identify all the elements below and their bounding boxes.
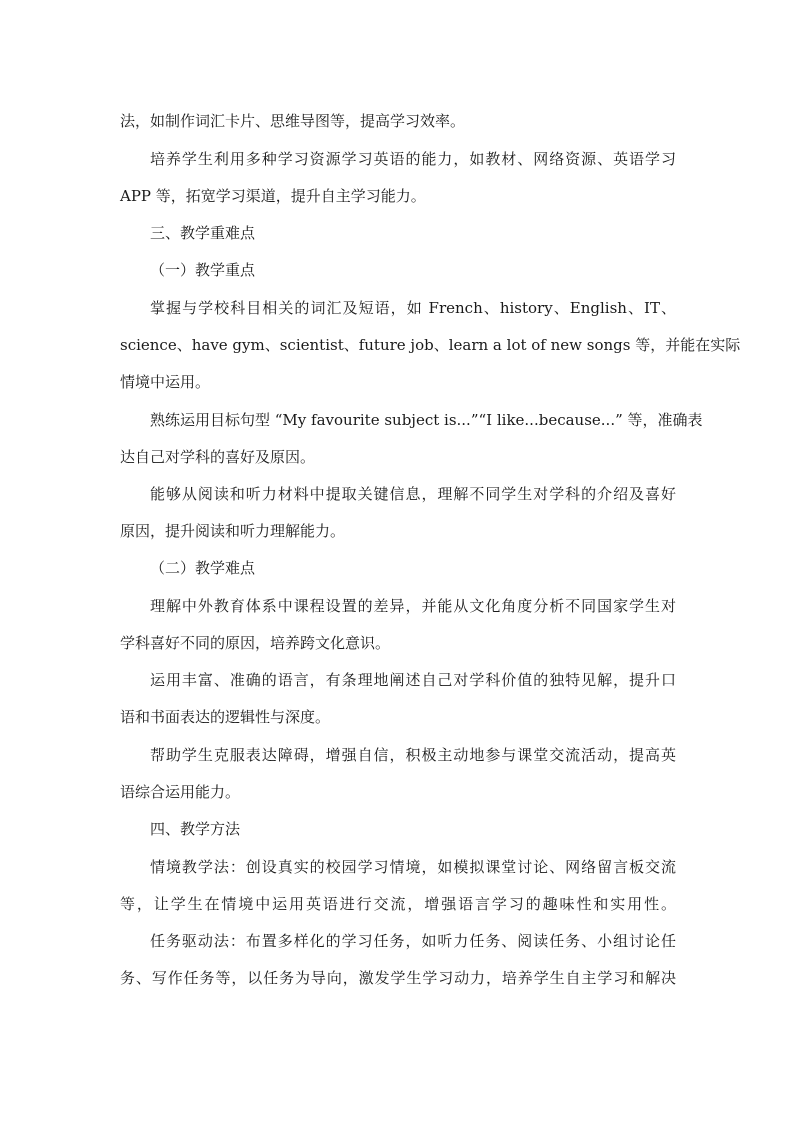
section-heading: 三、教学重难点 [150,224,256,242]
subsection-heading: （二）教学难点 [150,559,256,577]
paragraph-line: 任务驱动法：布置多样化的学习任务，如听力任务、阅读任务、小组讨论任 [150,932,676,950]
paragraph-line: 务、写作任务等，以任务为导向，激发学生学习动力，培养学生自主学习和解决 [120,969,676,987]
paragraph-line: 理解中外教育体系中课程设置的差异，并能从文化角度分析不同国家学生对 [150,597,676,615]
paragraph-line: 情境教学法：创设真实的校园学习情境，如模拟课堂讨论、网络留言板交流 [150,858,676,876]
paragraph-line: 能够从阅读和听力材料中提取关键信息，理解不同学生对学科的介绍及喜好 [150,485,676,503]
paragraph-line: 法，如制作词汇卡片、思维导图等，提高学习效率。 [120,112,466,130]
paragraph-line: 帮助学生克服表达障碍，增强自信，积极主动地参与课堂交流活动，提高英 [150,746,676,764]
paragraph-line: 运用丰富、准确的语言，有条理地阐述自己对学科价值的独特见解，提升口 [150,671,676,689]
paragraph-line: 掌握与学校科目相关的词汇及短语，如 French、history、English、IT、 [150,299,676,317]
paragraph-line: science、have gym、scientist、future job、learn a lot of new songs 等，并能在实际 [120,336,741,354]
paragraph-line: 语综合运用能力。 [120,783,241,801]
paragraph-line: 达自己对学科的喜好及原因。 [120,448,316,466]
section-heading: 四、教学方法 [150,820,241,838]
subsection-heading: （一）教学重点 [150,261,256,279]
paragraph-line: 等，让学生在情境中运用英语进行交流，增强语言学习的趣味性和实用性。 [120,895,676,913]
paragraph-line: 熟练运用目标句型 “My favourite subject is...”“I like...because...” 等，准确表 [150,411,703,429]
paragraph-line: APP 等，拓宽学习渠道，提升自主学习能力。 [120,187,426,205]
paragraph-line: 语和书面表达的逻辑性与深度。 [120,708,331,726]
paragraph-line: 培养学生利用多种学习资源学习英语的能力，如教材、网络资源、英语学习 [150,150,676,168]
paragraph-line: 学科喜好不同的原因，培养跨文化意识。 [120,634,391,652]
paragraph-line: 情境中运用。 [120,373,211,391]
paragraph-line: 原因，提升阅读和听力理解能力。 [120,522,346,540]
